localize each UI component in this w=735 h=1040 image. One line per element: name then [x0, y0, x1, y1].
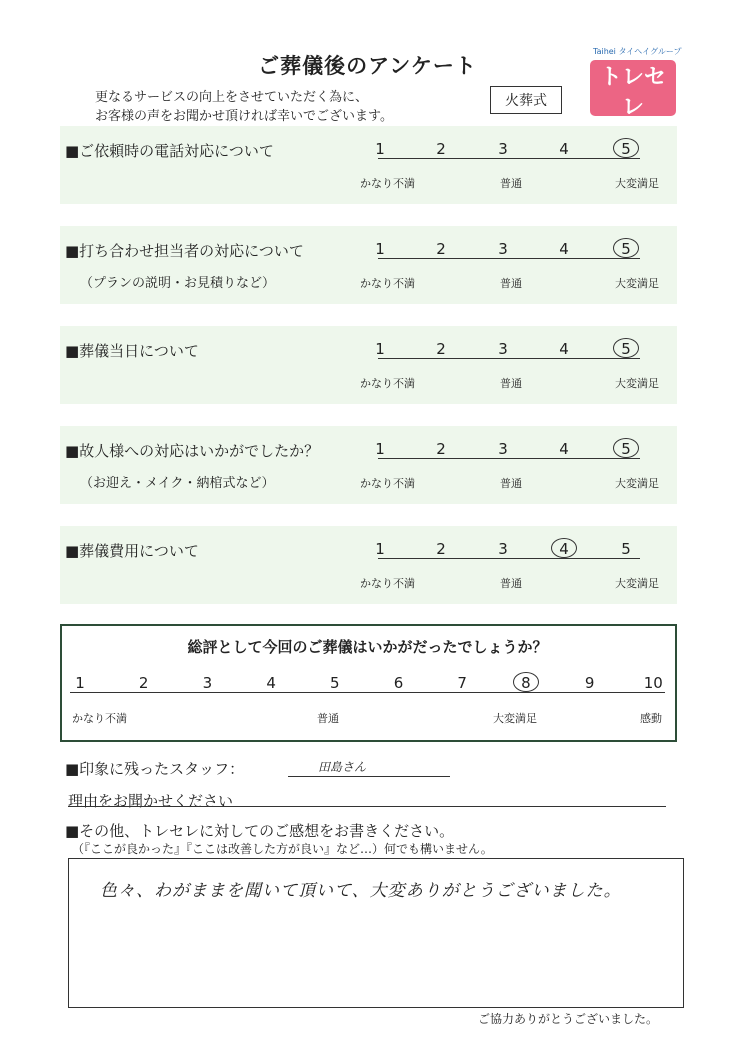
rating-option-1[interactable]: 1 [375, 240, 385, 258]
rating-scale-line [378, 358, 640, 359]
overall-label-1: かなり不満 [72, 712, 127, 725]
rating-option-2[interactable]: 2 [436, 440, 446, 458]
rating-option-1[interactable]: 1 [375, 340, 385, 358]
question-subtext: （プランの説明・お見積りなど） [80, 276, 276, 291]
label-mid: 普通 [500, 477, 522, 490]
rating-option-3[interactable]: 3 [498, 540, 508, 558]
comments-text: 色々、わがままを聞いて頂いて、大変ありがとうございました。 [100, 881, 622, 901]
group-logo-text: Taihei タイヘイグループ [593, 47, 682, 56]
label-mid: 普通 [500, 177, 522, 190]
rating-option-2[interactable]: 2 [436, 240, 446, 258]
label-low: かなり不満 [360, 577, 415, 590]
rating-option-4[interactable]: 4 [559, 540, 569, 558]
overall-selected-circle [513, 672, 539, 692]
intro-line-2: お客様の声をお聞かせ頂ければ幸いでございます。 [95, 109, 393, 124]
rating-option-5[interactable]: 5 [621, 540, 631, 558]
label-high: 大変満足 [615, 477, 659, 490]
rating-option-4[interactable]: 4 [559, 140, 569, 158]
label-low: かなり不満 [360, 377, 415, 390]
overall-scale-line [70, 692, 665, 693]
rating-option-4[interactable]: 4 [559, 240, 569, 258]
reason-underline[interactable] [68, 806, 666, 807]
overall-option-1[interactable]: 1 [75, 674, 85, 692]
question-band [60, 226, 677, 304]
label-high: 大変満足 [615, 377, 659, 390]
label-low: かなり不満 [360, 177, 415, 190]
overall-option-3[interactable]: 3 [202, 674, 213, 692]
rating-option-2[interactable]: 2 [436, 340, 446, 358]
rating-option-5[interactable]: 5 [621, 240, 631, 258]
question-text: ■葬儀費用について [65, 542, 199, 560]
comments-label: ■その他、トレセレに対してのご感想をお書きください。 [65, 822, 455, 840]
brand-logo [590, 60, 676, 120]
question-band [60, 426, 677, 504]
rating-option-2[interactable]: 2 [436, 140, 446, 158]
intro-text [95, 88, 393, 126]
overall-option-5[interactable]: 5 [330, 674, 340, 692]
label-low: かなり不満 [360, 277, 415, 290]
overall-option-4[interactable]: 4 [266, 674, 276, 692]
rating-option-5[interactable]: 5 [621, 140, 631, 158]
overall-option-6[interactable]: 6 [393, 674, 404, 692]
selected-rating-circle [613, 438, 639, 458]
question-band [60, 526, 677, 604]
label-mid: 普通 [500, 277, 522, 290]
label-mid: 普通 [500, 377, 522, 390]
question-text: ■葬儀当日について [65, 342, 199, 360]
rating-option-4[interactable]: 4 [559, 440, 569, 458]
rating-option-3[interactable]: 3 [498, 140, 508, 158]
label-high: 大変満足 [615, 277, 659, 290]
rating-option-3[interactable]: 3 [498, 440, 508, 458]
question-band [60, 126, 677, 204]
rating-option-1[interactable]: 1 [375, 440, 385, 458]
label-low: かなり不満 [360, 477, 415, 490]
intro-line-1: 更なるサービスの向上をさせていただく為に、 [95, 90, 369, 105]
overall-option-10[interactable]: 10 [643, 674, 663, 692]
rating-scale-line [378, 458, 640, 459]
overall-option-7[interactable]: 7 [457, 674, 467, 692]
rating-option-4[interactable]: 4 [559, 340, 569, 358]
comments-examples: （『ここが良かった』『ここは改善した方が良い』など…）何でも構いません。 [72, 842, 493, 856]
selected-rating-circle [551, 538, 577, 558]
question-text: ■打ち合わせ担当者の対応について [65, 242, 304, 260]
rating-scale-line [378, 258, 640, 259]
rating-option-3[interactable]: 3 [498, 340, 508, 358]
rating-scale-line [378, 158, 640, 159]
overall-question: 総評として今回のご葬儀はいかがだったでしょうか？ [187, 638, 548, 656]
label-mid: 普通 [500, 577, 522, 590]
overall-label-5: 普通 [317, 712, 339, 725]
page-title: ご葬儀後のアンケート [258, 54, 477, 78]
label-high: 大変満足 [615, 177, 659, 190]
question-band [60, 326, 677, 404]
overall-option-2[interactable]: 2 [138, 674, 149, 692]
rating-option-5[interactable]: 5 [621, 440, 631, 458]
rating-option-5[interactable]: 5 [621, 340, 631, 358]
selected-rating-circle [613, 238, 639, 258]
overall-option-8[interactable]: 8 [521, 674, 531, 692]
overall-label-10: 感動 [640, 712, 662, 725]
rating-scale-line [378, 558, 640, 559]
question-text: ■ご依頼時の電話対応について [65, 142, 274, 160]
question-text: ■故人様への対応はいかがでしたか？ [65, 442, 320, 460]
staff-underline [288, 776, 450, 777]
thanks-text: ご協力ありがとうございました。 [478, 1012, 659, 1026]
question-subtext: （お迎え・メイク・納棺式など） [80, 476, 275, 491]
selected-rating-circle [613, 138, 639, 158]
staff-label: ■印象に残ったスタッフ： [65, 760, 245, 778]
rating-option-2[interactable]: 2 [436, 540, 446, 558]
label-high: 大変満足 [615, 577, 659, 590]
overall-label-8: 大変満足 [493, 712, 537, 725]
rating-option-1[interactable]: 1 [375, 140, 385, 158]
selected-rating-circle [613, 338, 639, 358]
overall-option-9[interactable]: 9 [584, 674, 595, 692]
reason-label: 理由をお聞かせください [68, 792, 234, 810]
funeral-type-box: 火葬式 [490, 86, 562, 114]
brand-name: トレセレ [599, 65, 666, 120]
staff-value[interactable]: 田島さん [318, 760, 367, 774]
rating-option-3[interactable]: 3 [498, 240, 508, 258]
rating-option-1[interactable]: 1 [375, 540, 385, 558]
